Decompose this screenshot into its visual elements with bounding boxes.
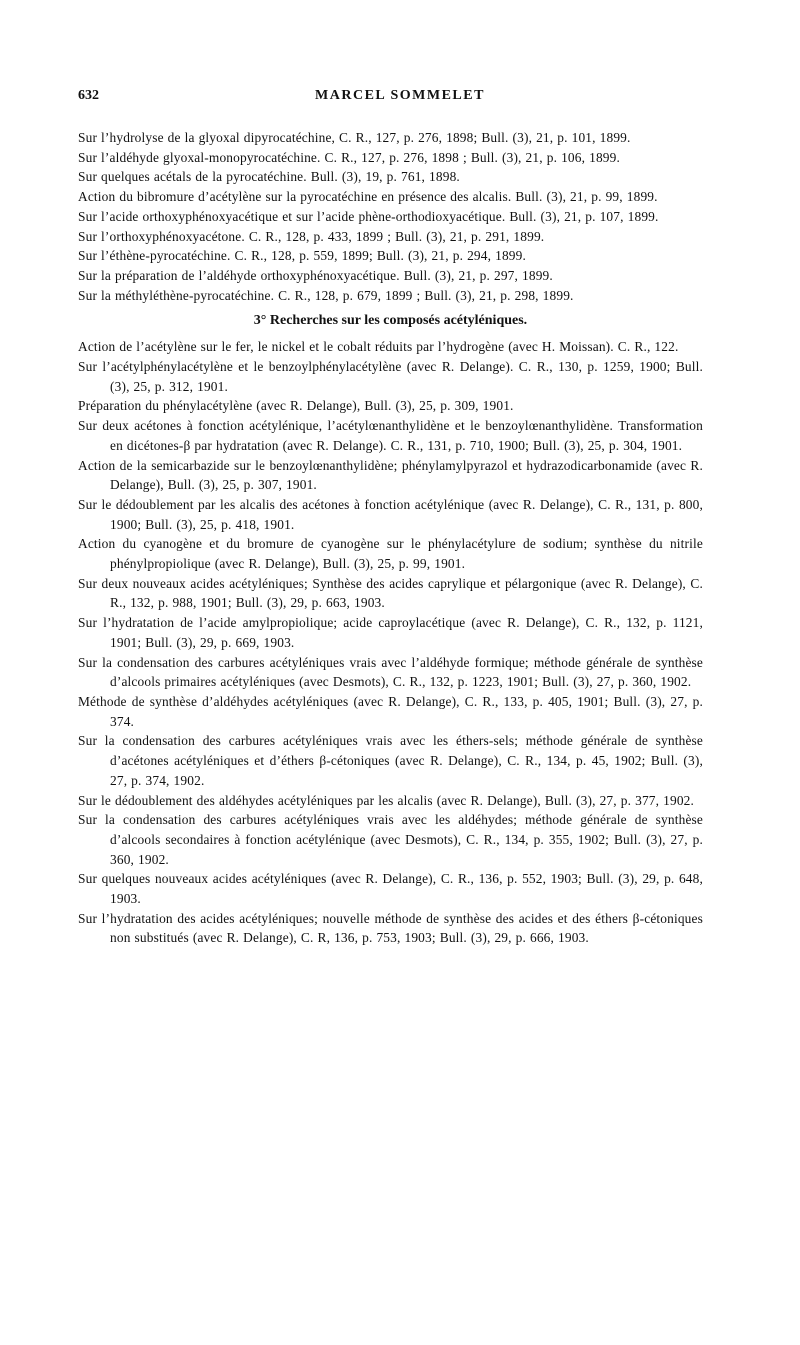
list-item: Sur la préparation de l’aldéhyde orthoxyphénoxyacétique. Bull. (3), 21, p. 297, 1899. bbox=[78, 267, 553, 283]
list-item: Sur deux nouveaux acides acétyléniques; Synthèse des acides caprylique et pélargonique (avec R. Delange), C. R., 132, p. 988, 1901; Bull. (3), 29, p. 663, 1903. bbox=[78, 575, 703, 611]
list-item: Sur la condensation des carbures acétyléniques vrais avec l’aldéhyde formique; méthode générale de synthèse d’alcools primaires acétyléniques (avec Desmots), C. R., 132, p. 1223, 1901; Bull. (3), 27, p. 360, 1902. bbox=[78, 654, 703, 690]
list-item: Sur la condensation des carbures acétyléniques vrais avec les éthers-sels; méthode générale de synthèse d’acétones acétyléniques et d’éthers β-cétoniques (avec R. Delange), C. R., 134, p. 45, 1902; Bull. (3), 27, p. 374, 1902. bbox=[78, 733, 703, 788]
list-item: Action du bibromure d’acétylène sur la pyrocatéchine en présence des alcalis. Bull. (3), 21, p. 99, 1899. bbox=[78, 189, 658, 205]
list-item: Sur deux acétones à fonction acétylénique, l’acétylœnanthylidène et le benzoylœnanthylidène. Transformation en dicétones-β par hydratation (avec R. Delange). C. R., 131, p. 710, 1900; Bull. (3), 25, p. 304, 1901. bbox=[78, 418, 703, 453]
list-item: Action de l’acétylène sur le fer, le nickel et le cobalt réduits par l’hydrogène (avec H. Moissan). C. R., 122. bbox=[78, 339, 679, 355]
list-item: Sur l’orthoxyphénoxyacétone. C. R., 128, p. 433, 1899 ; Bull. (3), 21, p. 291, 1899. bbox=[78, 228, 545, 244]
list-item: Sur quelques acétals de la pyrocatéchine. Bull. (3), 19, p. 761, 1898. bbox=[78, 169, 460, 185]
list-item: Préparation du phénylacétylène (avec R. Delange), Bull. (3), 25, p. 309, 1901. bbox=[78, 398, 514, 414]
list-item: Sur l’hydratation de l’acide amylpropiolique; acide caproylacétique (avec R. Delange), C. R., 132, p. 1121, 1901; Bull. (3), 29, p. 669, 1903. bbox=[78, 615, 703, 650]
list-item: Sur l’acétylphénylacétylène et le benzoylphénylacétylène (avec R. Delange). C. R., 130, p. 1259, 1900; Bull. (3), 25, p. 312, 1901. bbox=[78, 359, 703, 394]
publication-list bbox=[78, 128, 703, 948]
list-item: Méthode de synthèse d’aldéhydes acétyléniques (avec R. Delange), C. R., 133, p. 405, 1901; Bull. (3), 27, p. 374. bbox=[78, 693, 703, 729]
section-heading: 3° Recherches sur les composés acétyléniques. bbox=[253, 313, 528, 329]
list-item: Sur l’éthène-pyrocatéchine. C. R., 128, p. 559, 1899; Bull. (3), 21, p. 294, 1899. bbox=[78, 248, 526, 264]
list-item: Sur quelques nouveaux acides acétyléniques (avec R. Delange), C. R., 136, p. 552, 1903; Bull. (3), 29, p. 648, 1903. bbox=[78, 871, 703, 907]
list-item: Sur l’hydrolyse de la glyoxal dipyrocatéchine, C. R., 127, p. 276, 1898; Bull. (3), 21, p. 101, 1899. bbox=[78, 130, 631, 145]
list-item: Sur le dédoublement par les alcalis des acétones à fonction acétylénique (avec R. Delange), C. R., 131, p. 800, 1900; Bull. (3), 25, p. 418, 1901. bbox=[78, 496, 703, 532]
list-item: Sur le dédoublement des aldéhydes acétyléniques par les alcalis (avec R. Delange), Bull. (3), 27, p. 377, 1902. bbox=[78, 792, 695, 808]
list-item: Sur l’aldéhyde glyoxal-monopyrocatéchine. C. R., 127, p. 276, 1898 ; Bull. (3), 21, p. 106, 1899. bbox=[78, 149, 620, 165]
list-item: Sur l’hydratation des acides acétyléniques; nouvelle méthode de synthèse des acides et des éthers β-cétoniques non substitués (avec R. Delange), C. R, 136, p. 753, 1903; Bull. (3), 29, p. 666, 1903. bbox=[78, 910, 703, 946]
page-number: 632 bbox=[78, 88, 99, 103]
page-header bbox=[0, 88, 800, 112]
list-item: Sur l’acide orthoxyphénoxyacétique et sur l’acide phène-orthodioxyacétique. Bull. (3), 21, p. 107, 1899. bbox=[78, 208, 659, 224]
list-item: Sur la condensation des carbures acétyléniques vrais avec les aldéhydes; méthode générale de synthèse d’alcools secondaires à fonction acétylénique (avec Desmots), C. R., 134, p. 355, 1902; Bull. (3), 27, p. 360, 1902. bbox=[78, 812, 703, 867]
list-item: Sur la méthyléthène-pyrocatéchine. C. R., 128, p. 679, 1899 ; Bull. (3), 21, p. 298, 1899. bbox=[78, 287, 574, 303]
list-item: Action du cyanogène et du bromure de cyanogène sur le phénylacétylure de sodium; synthèse du nitrile phénylpropiolique (avec R. Delange), Bull. (3), 25, p. 99, 1901. bbox=[78, 536, 703, 572]
running-title: MARCEL SOMMELET bbox=[315, 88, 485, 103]
list-item: Action de la semicarbazide sur le benzoylœnanthylidène; phénylamylpyrazol et hydrazodicarbonamide (avec R. Delange), Bull. (3), 25, p. 307, 1901. bbox=[78, 457, 703, 493]
